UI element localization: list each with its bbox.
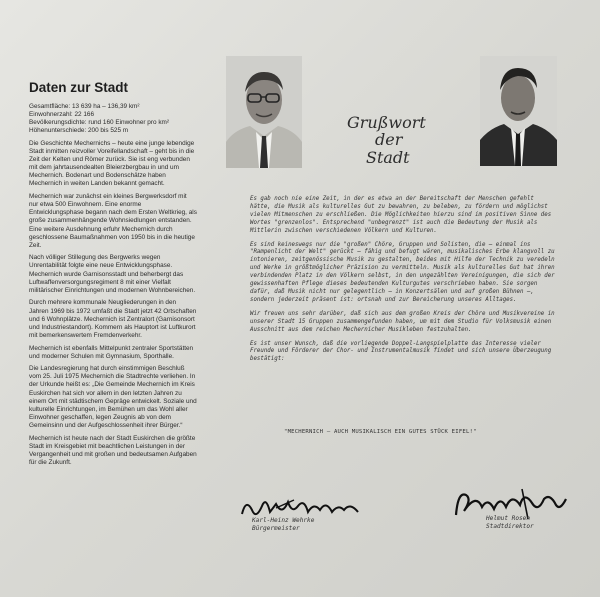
portrait-photo-city-director [480,56,557,166]
mayor-name: Karl-Heinz Wehrke [252,517,315,524]
greeting-title-line1: Grußwort [347,113,426,132]
greeting-text-column [250,196,556,370]
city-director-title: Stadtdirektor [486,523,534,530]
history-paragraph: Die Geschichte Mechernichs – heute eine junge lebendige Stadt inmitten reizvoller Voreifellandschaft – geht bis in die Zeit der Kelten und Römer zurück. Sie ist eng verbunden mit dem jahrtausendealten Bleierzbergbau in und um Mechernich. Bodenart und Bodenschätze haben Mechernich in weiten Landen bekannt gemacht. [29,139,195,188]
city-facts-list [29,103,197,135]
fact-population: Einwohnerzahl: 22 166 [29,111,95,119]
motto-quote: "MECHERNICH – AUCH MUSIKALISCH EIN GUTES STÜCK EIFEL!" [284,429,477,435]
greeting-title-line2: der [375,130,403,149]
greeting-paragraph-2: Es sind keineswegs nur die "großen" Chöre, Gruppen und Solisten, die – einmal ins "Rampenlicht der Welt" gerückt – fähig und befugt wären, musikalisches Erbe klangvoll zu intonieren, zeitgenössische Musik zu gestalten, beides mit Hilfe der Technik zu veredeln und Werke in größtmöglicher Präzision zu vermitteln. Musik als kulturelles Gut hat ihren verbindenden Platz in den Völkern selbst, in den ungezählten Vereinigungen, die sich der gewissenhaften Pflege dieses bedeutenden Kulturgutes verschrieben haben. Sie sorgen dafür, daß Musik nicht nur gelegentlich – in Konzertsälen und auf großen Bühnen –, sondern jederzeit präsent ist: ortsnah und zur Bereicherung unseres Alltages. [250,241,555,303]
sports-schools-paragraph: Mechernich ist ebenfalls Mittelpunkt zentraler Sportstätten und moderner Schulen mit Gymnasium, Sporthalle. [29,344,194,360]
fact-elevation: Höhenunterschiede: 200 bis 525 m [29,127,129,135]
growth-paragraph: Mechernich war zunächst ein kleines Bergwerksdorf mit nur etwa 500 Einwohnern. Eine enorme Entwicklungsphase begann nach dem Ersten Weltkrieg, als große zusammenhängende Wohnsiedlungen entstanden. Eine weitere Ausdehnung erfuhr Mechernich durch geschlossene Baumaßnahmen von 1950 bis in die heutige Zeit. [29,193,197,249]
city-facts-heading: Daten zur Stadt [29,80,129,95]
garrison-paragraph: Nach völliger Stillegung des Bergwerks wegen Unrentabilität folgte eine neue Entwicklungsphase. Mechernich wurde Garnisonsstadt und beherbergt das Luftwaffenversorgungsregiment 8 mit einer Vielfalt militärischer Einrichtungen und modernen Wohnbereichen. [29,254,196,294]
fact-area: Gesamtfläche: 13 639 ha – 136,39 km² [29,103,140,110]
fact-density: Bevölkerungsdichte: rund 160 Einwohner pro km² [29,119,169,127]
city-facts-column [29,80,197,472]
greeting-paragraph-4: Es ist unser Wunsch, daß die vorliegende Doppel-Langspielplatte das Interesse vieler Freunde und Förderer der Chor- und Instrumentalmusik findet und sich unsere Überzeugung bestätigt: [250,340,552,363]
city-director-signature-block [486,515,556,531]
mayor-signature-block [252,517,342,533]
greeting-paragraph-3: Wir freuen uns sehr darüber, daß sich aus dem großen Kreis der Chöre und Musikvereine in unserer Stadt 15 Gruppen zusammengefunden haben, um mit dem Studio für Volksmusik einen Ausschnitt aus dem reichen Mechernicher Musikleben festzuhalten. [250,310,555,333]
greeting-title-line3: Stadt [366,148,410,167]
reorganisation-paragraph: Durch mehrere kommunale Neugliederungen in den Jahren 1969 bis 1972 umfaßt die Stadt jetzt 42 Ortschaften und 6 Wohnplätze. Mechernich ist Zentralort (Garnisonsort und Industriestandort). Kommern als Hauptort ist Luftkurort mit bemerkenswertem Fremdenverkehr. [29,299,197,339]
town-charter-paragraph: Die Landesregierung hat durch einstimmigen Beschluß vom 25. Juli 1975 Mechernich die Stadtrechte verliehen. In der Urkunde heißt es: „Die Gemeinde Mechernich im Kreis Euskirchen hat sich vor allem in den letzten Jahren zu einem Ort mit städtischem Gepräge entwickelt. Soziale und kulturelle Einrichtungen, im Bemühen um das Wohl aller Einwohner geschaffen, legen Zeugnis ab von dem Gemeinsinn und der Aufgeschlossenheit ihrer Bürger.“ [29,365,197,429]
mayor-title: Bürgermeister [252,525,300,532]
city-director-name: Helmut Rosen [486,515,531,522]
greeting-paragraph-1: Es gab noch nie eine Zeit, in der es etwa an der Bereitschaft der Menschen gefehlt hätte, die Musik als kulturelles Gut zu bewahren, zu beleben, zu fördern und möglichst vielen Mitmenschen zu erschließen. Die Möglichkeiten hierzu sind im positiven Sinne des Wortes "grenzenlos". Entsprechend "unbegrenzt" ist auch die Bedeutung der Musik als Mittlerin zwischen verschiedenen Völkern und Kulturen. [250,196,552,234]
portrait-photo-mayor [226,56,302,168]
today-paragraph: Mechernich ist heute nach der Stadt Euskirchen die größte Stadt im Kreisgebiet mit beachtlichen Leistungen in der Vergangenheit und mit großen und bedeutsamen Aufgaben für die Zukunft. [29,434,197,466]
